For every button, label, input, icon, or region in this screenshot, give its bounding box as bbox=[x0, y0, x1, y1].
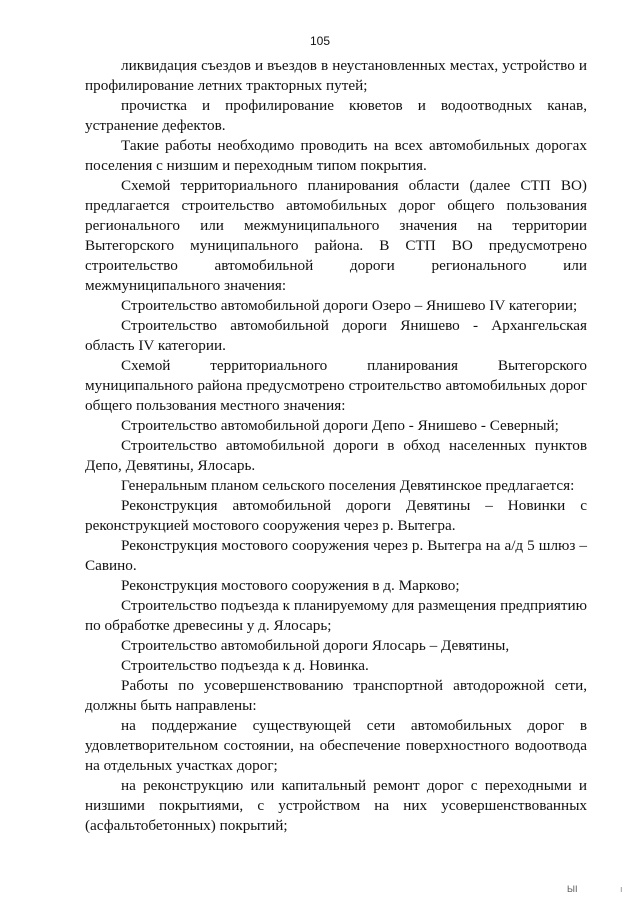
paragraph: Схемой территориального планирования Вытегорского муниципального района предусмотрено строительство автомобильных дорог общего пользования местного значения: bbox=[85, 357, 587, 414]
paragraph: Схемой территориального планирования области (далее СТП ВО) предлагается строительство автомобильных дорог общего пользования регионального или межмуниципального значения на территории Вытегорского муниципального района. В СТП ВО предусмотрено строительство автомобильной дороги регионального или межмуниципального значения: bbox=[85, 177, 587, 294]
paragraph: Строительство подъезда к планируемому для размещения предприятию по обработке древесины у д. Ялосарь; bbox=[85, 597, 587, 634]
paragraph: на поддержание существующей сети автомобильных дорог в удовлетворительном состоянии, на обеспечение поверхностного водоотвода на отдельных участках дорог; bbox=[85, 717, 587, 774]
paragraph: на реконструкцию или капитальный ремонт дорог с переходными и низшими покрытиями, с устройством на них усовершенствованных (асфальтобетонных) покрытий; bbox=[85, 777, 587, 834]
edge-mark: ı bbox=[620, 884, 623, 894]
paragraph: Генеральным планом сельского поселения Девятинское предлагается: bbox=[121, 477, 575, 494]
paragraph: Строительство автомобильной дороги Ялосарь – Девятины, bbox=[121, 637, 510, 654]
footer-mark: ЫI bbox=[567, 884, 578, 894]
paragraph: Строительство автомобильной дороги Озеро – Янишево IV категории; bbox=[121, 297, 578, 314]
page-number: 105 bbox=[309, 34, 331, 48]
paragraph: Реконструкция мостового сооружения через р. Вытегра на а/д 5 шлюз – Савино. bbox=[85, 537, 587, 574]
document-body bbox=[85, 56, 587, 836]
paragraph: Строительство автомобильной дороги Депо - Янишево - Северный; bbox=[121, 417, 559, 434]
paragraph: прочистка и профилирование кюветов и водоотводных канав, устранение дефектов. bbox=[85, 97, 587, 134]
paragraph: ликвидация съездов и въездов в неустановленных местах, устройство и профилирование летних тракторных путей; bbox=[85, 57, 587, 94]
paragraph: Работы по усовершенствованию транспортной автодорожной сети, должны быть направлены: bbox=[85, 677, 587, 714]
paragraph: Строительство автомобильной дороги в обход населенных пунктов Депо, Девятины, Ялосарь. bbox=[85, 437, 587, 474]
paragraph: Реконструкция автомобильной дороги Девятины – Новинки с реконструкцией мостового сооружения через р. Вытегра. bbox=[85, 497, 587, 534]
paragraph: Реконструкция мостового сооружения в д. Марково; bbox=[121, 577, 460, 594]
paragraph: Такие работы необходимо проводить на всех автомобильных дорогах поселения с низшим и переходным типом покрытия. bbox=[85, 137, 587, 174]
paragraph: Строительство автомобильной дороги Янишево - Архангельская область IV категории. bbox=[85, 317, 587, 354]
paragraph: Строительство подъезда к д. Новинка. bbox=[121, 657, 369, 674]
